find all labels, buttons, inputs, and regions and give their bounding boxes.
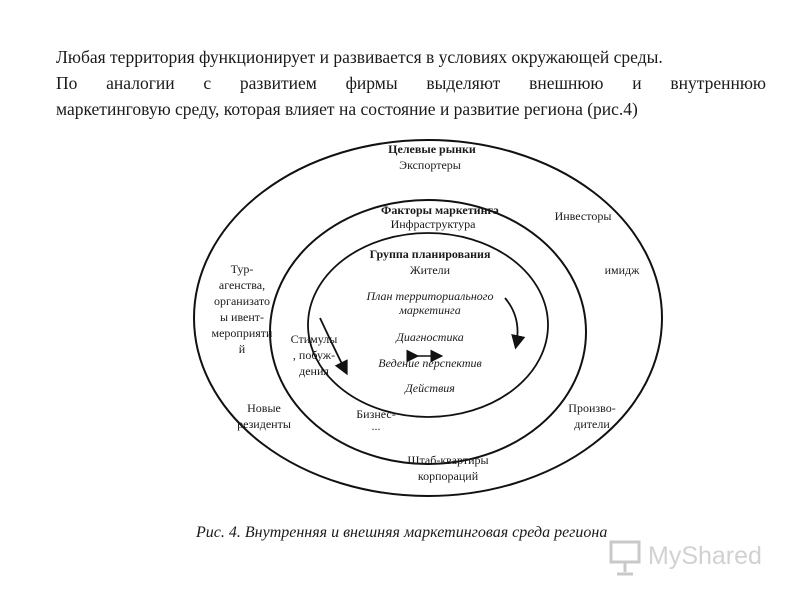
svg-text:резиденты: резиденты (237, 417, 291, 431)
presentation-icon (608, 538, 644, 578)
watermark-text: MyShared (648, 542, 762, 570)
middle-title: Факторы маркетинга (381, 203, 499, 217)
intro-line-2: По аналогии с развитием фирмы выделяют внешнюю и внутреннюю (56, 73, 766, 93)
figure-caption: Рис. 4. Внутренняя и внешняя маркетинговая среда региона (196, 524, 608, 541)
svg-text:Произво-: Произво- (568, 401, 616, 415)
svg-text:Новые: Новые (247, 401, 281, 415)
svg-text:, побуж-: , побуж- (292, 348, 336, 362)
hq-label (407, 453, 488, 483)
svg-text:мероприяти: мероприяти (211, 326, 273, 340)
svg-text:агенства,: агенства, (218, 278, 266, 292)
outer-sub: Экспортеры (399, 158, 461, 172)
diagnostics-label: Диагностика (396, 330, 464, 344)
plan-line-1: План территориального (366, 289, 494, 303)
inner-title: Группа планирования (369, 247, 491, 261)
svg-text:Стимулы: Стимулы (290, 332, 338, 346)
outer-title: Целевые рынки (388, 142, 476, 156)
middle-sub: Инфраструктура (390, 217, 476, 231)
right-cycle-arrow (505, 298, 518, 346)
svg-text:й: й (238, 342, 246, 356)
plan-line-2: маркетинга (399, 303, 461, 317)
svg-text:дители: дители (574, 417, 610, 431)
svg-text:организато: организато (214, 294, 270, 308)
perspectives-label: Ведение перспектив (378, 356, 482, 370)
image-label: имидж (604, 263, 640, 277)
stimuli-label (291, 332, 338, 378)
svg-text:ы ивент-: ы ивент- (219, 310, 265, 324)
watermark (608, 538, 768, 578)
new-residents-label (237, 401, 291, 431)
intro-line-1: Любая территория функционирует и развивается в условиях окружающей среды. (56, 47, 663, 67)
svg-text:Штаб-квартиры: Штаб-квартиры (407, 453, 489, 467)
svg-text:дения: дения (299, 364, 329, 378)
investors-label: Инвесторы (554, 209, 612, 223)
svg-text:Бизнес-: Бизнес- (356, 407, 396, 421)
intro-line-3: маркетинговую среду, которая влияет на состояние и развитие региона (рис.4) (56, 99, 638, 119)
svg-text:...: ... (371, 419, 381, 433)
svg-text:Тур-: Тур- (230, 262, 254, 276)
producers-label (568, 401, 615, 431)
actions-label: Действия (405, 381, 455, 395)
business-label (356, 407, 395, 433)
outer-circle (194, 140, 662, 496)
svg-text:корпораций: корпораций (417, 469, 479, 483)
inner-sub: Жители (409, 263, 451, 277)
tour-agencies-label (212, 262, 274, 356)
